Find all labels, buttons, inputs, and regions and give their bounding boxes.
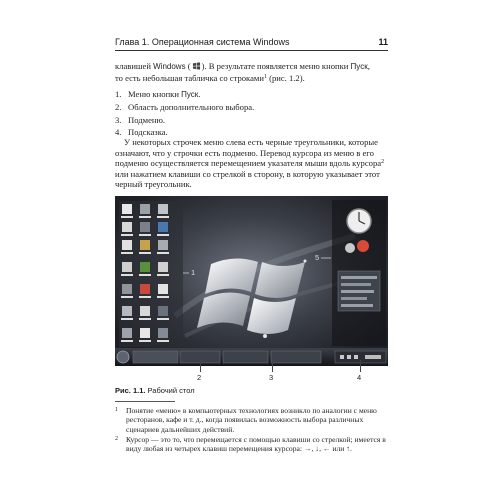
p1-line2-end: (рис. 1.2). <box>266 72 305 83</box>
header-title: Глава 1. Операционная система Windows <box>115 37 290 47</box>
footnote-rule <box>115 401 175 402</box>
list-item <box>115 88 388 101</box>
gadget-icon <box>357 240 369 252</box>
list-item <box>115 101 388 113</box>
callout-3-line <box>272 360 273 372</box>
footnote-1-mark: 1 <box>115 407 118 413</box>
callout-4-line <box>360 360 361 372</box>
desktop-illustration <box>115 196 388 366</box>
list-item-text: Подменю. <box>128 114 166 125</box>
caption-label: Рис. 1.1. <box>115 386 146 395</box>
taskbar-button <box>271 351 321 363</box>
list-item-number: 3. <box>115 114 122 125</box>
paragraph-1-line-2 <box>115 73 388 84</box>
start-button-icon <box>117 351 129 363</box>
windows-word: Windows <box>153 62 186 71</box>
sparkle <box>263 334 267 338</box>
p1-mid: . В результате появляется меню кнопки <box>204 61 349 71</box>
callout-5-label: 5 <box>315 253 320 262</box>
footnote-ref-1[interactable]: 1 <box>263 73 267 80</box>
callout-4-label: 4 <box>357 373 362 382</box>
page-number: 11 <box>378 37 388 47</box>
taskbar-button <box>223 351 268 363</box>
taskbar[interactable] <box>115 348 388 366</box>
header-rule <box>115 50 388 51</box>
start-word: Пуск <box>350 62 368 71</box>
desktop-screenshot <box>115 196 388 366</box>
footnote-1 <box>115 406 388 434</box>
windows-logo-icon <box>192 62 201 70</box>
footnote-2 <box>115 435 388 454</box>
figure-caption <box>115 386 195 395</box>
footnote-1-text: Понятие «меню» в компьютерных технологиях возникло по аналогии с меню ресторанов, кафе и т. д., когда появилась возможность выбора различных сценариев дальнейших действий. <box>126 406 377 434</box>
p2-text: У некоторых строчек меню слева есть черные треугольники, которые означают, что у строчки есть подменю. Перевод курсора из меню в его подменю осуществляется перемещением указателя мыши вдоль курсора <box>115 137 382 169</box>
list-item <box>115 114 388 126</box>
callout-1-label: 1 <box>191 268 196 277</box>
paragraph-2-text <box>115 137 388 190</box>
p1-end: , <box>367 61 370 71</box>
numbered-list <box>115 88 388 138</box>
callout-2-line <box>200 360 201 372</box>
running-header <box>115 37 388 49</box>
caption-text: Рабочий стол <box>145 386 195 395</box>
gadget-icon <box>345 243 355 253</box>
list-item-text: Подсказка. <box>128 126 168 137</box>
gadget-sidebar[interactable] <box>332 200 386 346</box>
list-item-text: Меню кнопки <box>128 89 182 99</box>
paragraph-2 <box>115 137 388 190</box>
footnote-2-mark: 2 <box>115 436 118 442</box>
taskbar-button <box>133 351 178 363</box>
p1-prefix: клавишей <box>115 61 151 71</box>
callout-3-label: 3 <box>269 373 274 382</box>
list-item-number: 4. <box>115 126 122 137</box>
footnote-2-text: Курсор — это то, что перемещается с помощью клавиши со стрелкой; имеется в виду любая из четырех клавиш перемещения курсора: →, ↓, ← или ↑. <box>126 435 386 454</box>
list-item-text: Область дополнительного выбора. <box>128 102 255 113</box>
footnote-ref-2[interactable]: 2 <box>381 159 385 166</box>
sparkle <box>304 260 307 263</box>
list-item-number: 1. <box>115 89 122 99</box>
list-item-number: 2. <box>115 102 122 113</box>
paragraph-1 <box>115 61 388 83</box>
callout-2-label: 2 <box>197 373 202 382</box>
desktop-icons[interactable] <box>119 201 183 347</box>
p2-text-end: или нажатием клавиши со стрелкой в сторону, в которую указывает этот черный треугольник. <box>115 168 380 190</box>
p1-line2: то есть небольшая табличка со строками <box>115 72 264 83</box>
list-item-sans-word: Пуск <box>181 90 199 99</box>
list-item-end: . <box>198 89 201 99</box>
paragraph-1-line-1: клавишей Windows ( ). В результате появляется меню кнопки Пуск, <box>115 61 370 71</box>
